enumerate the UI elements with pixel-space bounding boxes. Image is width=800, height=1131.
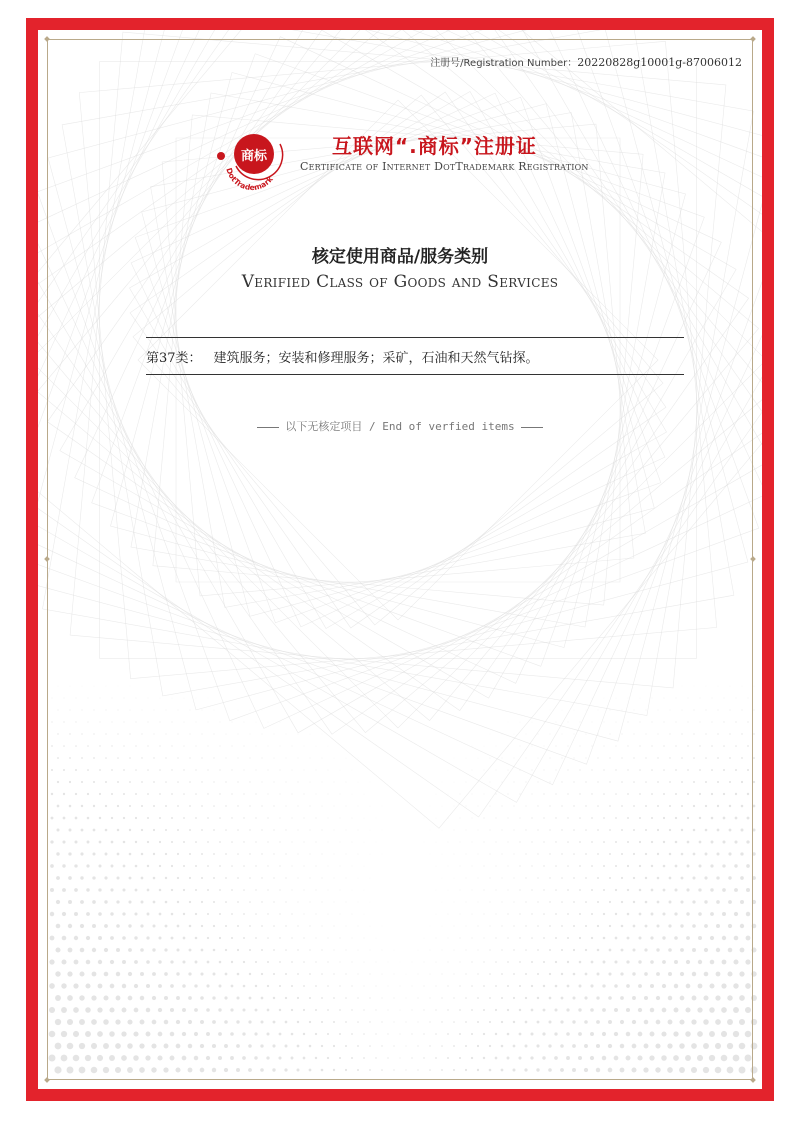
registration-number	[430, 54, 742, 69]
class-label: 第37类：	[146, 351, 202, 366]
logo-center-text: 商标	[240, 149, 268, 164]
certificate-title-en: Certificate of Internet DotTrademark Registration	[300, 160, 589, 173]
registration-number-value: 20220828g10001g-87006012	[577, 56, 742, 69]
logo-ring-text: DotTrademark	[224, 166, 275, 193]
dottrademark-logo	[214, 124, 288, 198]
right-dash	[521, 427, 543, 428]
class-table	[146, 337, 684, 375]
class-items: 建筑服务；安装和修理服务；采矿，石油和天然气钻探。	[213, 351, 539, 366]
certificate-paper	[38, 30, 762, 1089]
certificate-title-cn: 互联网“.商标”注册证	[332, 134, 537, 158]
end-of-items-note	[38, 418, 762, 434]
inner-border-line	[47, 39, 753, 1080]
section-title-en: Verified Class of Goods and Services	[241, 272, 559, 292]
section-title-cn: 核定使用商品/服务类别	[311, 247, 489, 267]
class-row	[146, 347, 539, 366]
registration-number-label: 注册号/Registration Number：	[430, 58, 578, 69]
left-dash	[257, 427, 279, 428]
end-note-text: 以下无核定项目 / End of verfied items	[285, 420, 515, 433]
